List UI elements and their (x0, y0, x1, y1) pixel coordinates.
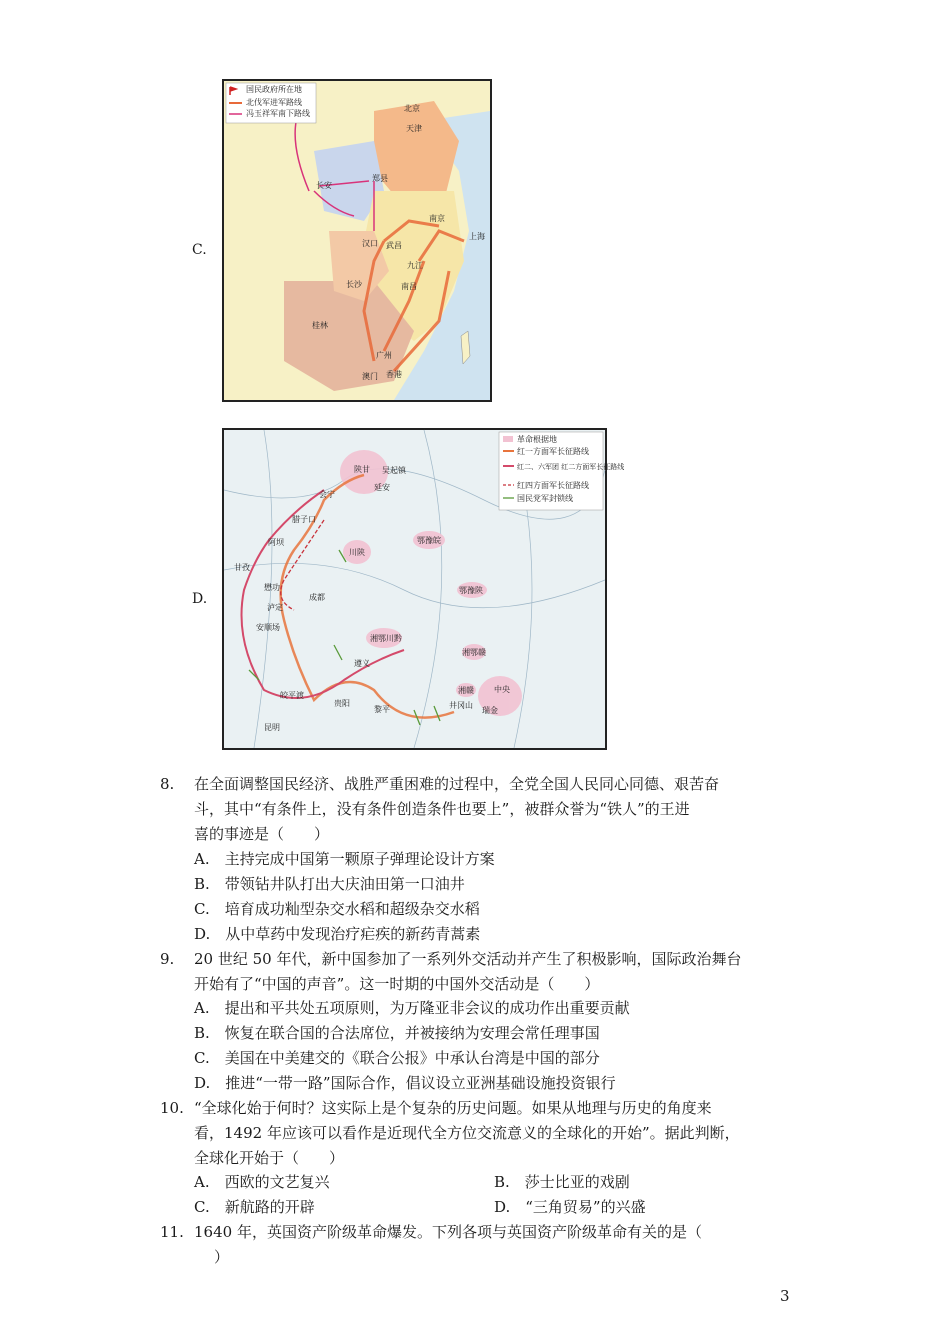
question-text (194, 947, 790, 997)
question-line: 斗，其中“有条件上，没有条件创造条件也要上”，被群众誉为“铁人”的王进 (194, 800, 690, 818)
option-d-label: D. (192, 591, 208, 607)
map-d-place: 阿坝 (268, 538, 284, 547)
map-d-place: 安顺场 (256, 623, 280, 632)
map-c-legend-3: 冯玉祥军南下路线 (246, 109, 310, 118)
map-d-place: 贵阳 (334, 699, 350, 708)
map-c-place: 南京 (429, 214, 445, 223)
map-d-place: 昆明 (264, 723, 280, 732)
map-d-place: 泸定 (267, 603, 283, 612)
map-d-region: 湘鄂赣 (462, 648, 486, 657)
map-c-place: 天津 (406, 124, 422, 133)
map-c-place: 汉口 (362, 239, 378, 248)
question-number: 9. (160, 950, 175, 968)
map-d-place: 遵义 (354, 659, 370, 668)
map-d-region: 湘鄂川黔 (370, 634, 402, 643)
map-d-place: 腊子口 (292, 515, 316, 524)
map-d-place: 皎平渡 (280, 691, 304, 700)
map-northern-expedition (222, 79, 492, 402)
map-c-legend-1: 国民政府所在地 (246, 85, 302, 94)
map-long-march (222, 428, 625, 750)
question-line: “全球化始于何时？这实际上是个复杂的历史问题。如果从地理与历史的角度来 (194, 1099, 712, 1117)
map-c-place: 广州 (376, 351, 392, 360)
option-c: C. 培育成功籼型杂交水稻和超级杂交水稻 (194, 900, 480, 918)
question-number: 10. (160, 1099, 184, 1117)
map-d-place: 甘孜 (234, 563, 250, 572)
map-d-legend-4: 红四方面军长征路线 (517, 481, 589, 490)
map-c-legend-2: 北伐军进军路线 (246, 98, 302, 107)
map-d-legend-3: 红二、六军团 红二方面军长征路线 (517, 463, 625, 471)
question-text (194, 1096, 790, 1171)
map-d-region: 中央 (494, 685, 510, 694)
map-c-place: 长沙 (346, 280, 362, 289)
option-b: B. 莎士比亚的戏剧 (494, 1173, 630, 1191)
map-d-place: 延安 (374, 483, 390, 492)
question-line: 开始有了“中国的声音”。这一时期的中国外交活动是（ ） (194, 975, 600, 993)
map-d-place: 井冈山 (449, 701, 473, 710)
map-c-place: 桂林 (312, 321, 328, 330)
question-10 (160, 1096, 800, 1171)
question-line: 全球化开始于（ ） (194, 1149, 345, 1167)
question-number: 11. (160, 1223, 184, 1241)
map-d-place: 吴起镇 (382, 466, 406, 475)
map-c-place: 九江 (407, 261, 423, 270)
option-c: C. 美国在中美建交的《联合公报》中承认台湾是中国的部分 (194, 1049, 600, 1067)
option-d: D. 推进“一带一路”国际合作，倡议设立亚洲基础设施投资银行 (194, 1074, 616, 1092)
option-a: A. 主持完成中国第一颗原子弹理论设计方案 (194, 850, 495, 868)
map-c-place: 武昌 (386, 241, 402, 250)
map-c-place: 南昌 (401, 282, 417, 291)
map-d-region: 鄂豫陕 (459, 586, 483, 595)
option-a: A. 提出和平共处五项原则，为万隆亚非会议的成功作出重要贡献 (194, 999, 630, 1017)
question-line: 在全面调整国民经济、战胜严重困难的过程中，全党全国人民同心同德、艰苦奋 (194, 775, 720, 793)
page-number: 3 (780, 1287, 790, 1305)
map-d-legend-1: 革命根据地 (517, 435, 557, 444)
question-line: 1640 年，英国资产阶级革命爆发。下列各项与英国资产阶级革命有关的是（ (194, 1223, 702, 1241)
option-d: D. 从中草药中发现治疗疟疾的新药青蒿素 (194, 925, 481, 943)
option-c: C. 新航路的开辟 (194, 1198, 315, 1216)
map-c-place: 郑县 (372, 174, 388, 183)
map-d-place: 瑞金 (482, 706, 498, 715)
map-d-region: 湘赣 (458, 686, 474, 695)
map-d-place: 黎平 (374, 705, 390, 714)
map-d-legend-2: 红一方面军长征路线 (517, 447, 589, 456)
map-c-place: 澳门 (362, 372, 378, 381)
map-c-place: 上海 (469, 232, 485, 241)
question-text (194, 1220, 790, 1270)
question-line: 20 世纪 50 年代，新中国参加了一系列外交活动并产生了积极影响，国际政治舞台 (194, 950, 742, 968)
map-d-legend-5: 国民党军封锁线 (517, 494, 573, 503)
option-b: B. 恢复在联合国的合法席位，并被接纳为安理会常任理事国 (194, 1024, 600, 1042)
question-line: 看，1492 年应该可以看作是近现代全方位交流意义的全球化的开始”。据此判断， (194, 1124, 740, 1142)
map-d-place: 成都 (309, 593, 325, 602)
option-a: A. 西欧的文艺复兴 (194, 1173, 330, 1191)
question-line: 喜的事迹是（ ） (194, 825, 330, 843)
map-c-place: 北京 (404, 104, 420, 113)
map-d-region: 鄂豫皖 (417, 536, 441, 545)
question-text (194, 772, 790, 847)
map-d-place: 会宁 (319, 490, 335, 499)
map-d-region: 陕甘 (354, 465, 370, 474)
map-d-region: 川陕 (349, 548, 365, 557)
question-9 (160, 947, 800, 997)
map-c-place: 香港 (386, 370, 402, 379)
option-d: D. “三角贸易”的兴盛 (494, 1198, 646, 1216)
map-d-place: 懋功 (264, 583, 280, 592)
option-c-label: C. (192, 242, 207, 258)
question-number: 8. (160, 775, 175, 793)
option-b: B. 带领钻井队打出大庆油田第一口油井 (194, 875, 465, 893)
map-c-place: 长安 (316, 181, 332, 190)
question-line: ） (214, 1248, 230, 1266)
question-11 (160, 1220, 800, 1270)
